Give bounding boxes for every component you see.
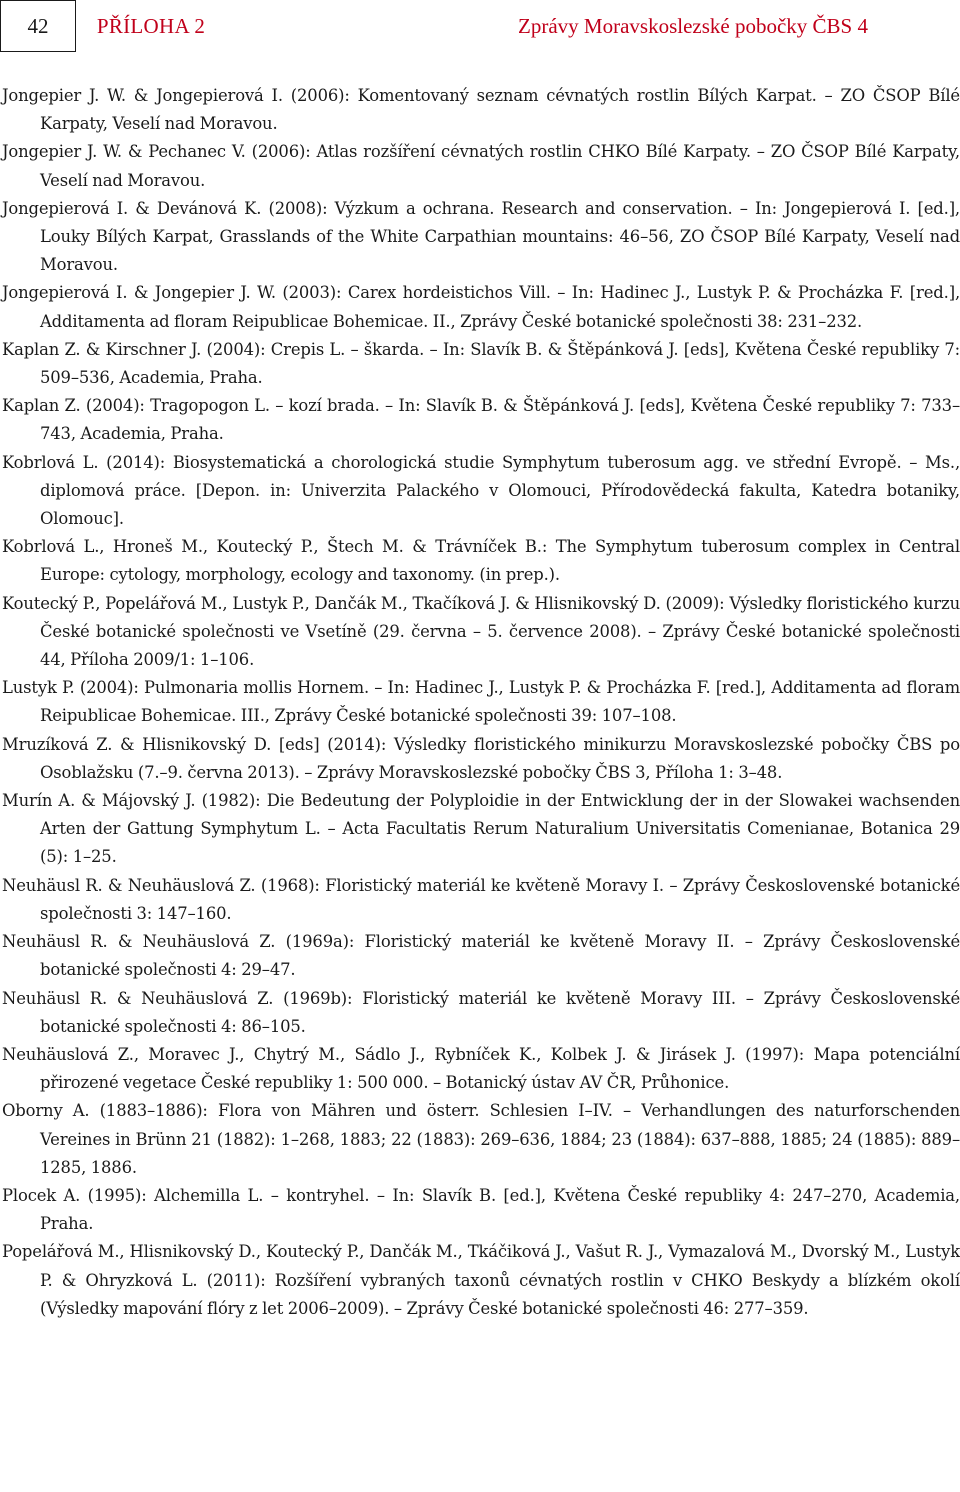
page-header — [0, 0, 960, 52]
reference-entry: Kaplan Z. (2004): Tragopogon L. – kozí brada. – In: Slavík B. & Štěpánková J. [eds], Květena České republiky 7: 733–743, Academia, Praha. — [2, 396, 960, 444]
annex-label: PŘÍLOHA 2 — [96, 13, 206, 38]
reference-entry: Neuhäuslová Z., Moravec J., Chytrý M., Sádlo J., Rybníček K., Kolbek J. & Jirásek J. (1997): Mapa potenciální přirozené vegetace České republiky 1: 500 000. – Botanický ústav AV ČR, Průhonice. — [2, 1044, 960, 1093]
reference-entry: Murín A. & Májovský J. (1982): Die Bedeutung der Polyploidie in der Entwicklung der in der Slowakei wachsenden Arten der Gattung Symphytum L. – Acta Facultatis Rerum Naturalium Universitatis Comenianae, Botanica 29 (5): 1–25. — [2, 791, 960, 867]
reference-entry: Plocek A. (1995): Alchemilla L. – kontryhel. – In: Slavík B. [ed.], Květena České republiky 4: 247–270, Academia, Praha. — [2, 1185, 960, 1234]
reference-entry: Kobrlová L., Hroneš M., Koutecký P., Štech M. & Trávníček B.: The Symphytum tuberosum complex in Central Europe: cytology, morphology, ecology and taxonomy. (in prep.). — [2, 537, 960, 585]
reference-entry: Oborny A. (1883–1886): Flora von Mähren und österr. Schlesien I–IV. – Verhandlungen des naturforschenden Vereines in Brünn 21 (1882): 1–268, 1883; 22 (1883): 269–636, 1884; 23 (1884): 637–888, 1885; 24 (1885): 889–1285, 1886. — [2, 1101, 960, 1177]
reference-entry: Neuhäusl R. & Neuhäuslová Z. (1968): Floristický materiál ke květeně Moravy I. – Zprávy Československé botanické společnosti 3: 147–160. — [2, 875, 960, 923]
reference-entry: Neuhäusl R. & Neuhäuslová Z. (1969a): Floristický materiál ke květeně Moravy II. – Zprávy Československé botanické společnosti 4: 29–47. — [2, 932, 960, 980]
reference-entry: Jongepierová I. & Jongepier J. W. (2003): Carex hordeistichos Vill. – In: Hadinec J., Lustyk P. & Procházka F. [red.], Additamenta ad floram Reipublicae Bohemicae. II., Zprávy České botanické společnosti 38: 231–232. — [2, 283, 960, 331]
reference-entry: Jongepierová I. & Devánová K. (2008): Výzkum a ochrana. Research and conservation. – In: Jongepierová I. [ed.], Louky Bílých Karpat, Grasslands of the White Carpathian mountains: 46–56, ZO ČSOP Bílé Karpaty, Veselí nad Moravou. — [2, 198, 960, 275]
reference-entry: Popelářová M., Hlisnikovský D., Koutecký P., Dančák M., Tkáčiková J., Vašut R. J., Vymazalová M., Dvorský M., Lustyk P. & Ohryzková L. (2011): Rozšíření vybraných taxonů cévnatých rostlin v CHKO Beskydy a blízkém okolí (Výsledky mapování flóry z let 2006–2009). – Zprávy České botanické společnosti 46: 277–359. — [2, 1242, 960, 1318]
reference-list — [2, 82, 960, 1323]
reference-entry: Jongepier J. W. & Jongepierová I. (2006): Komentovaný seznam cévnatých rostlin Bílých Karpat. – ZO ČSOP Bílé Karpaty, Veselí nad Moravou. — [2, 86, 960, 134]
reference-entry: Neuhäusl R. & Neuhäuslová Z. (1969b): Floristický materiál ke květeně Moravy III. – Zprávy Československé botanické společnosti 4: 86–105. — [2, 988, 960, 1036]
reference-entry: Jongepier J. W. & Pechanec V. (2006): Atlas rozšíření cévnatých rostlin CHKO Bílé Karpaty. – ZO ČSOP Bílé Karpaty, Veselí nad Moravou. — [2, 142, 960, 190]
reference-entry: Kobrlová L. (2014): Biosystematická a chorologická studie Symphytum tuberosum agg. ve střední Evropě. – Ms., diplomová práce. [Depon. in: Univerzita Palackého v Olomouci, Přírodovědecká fakulta, Katedra botaniky, Olomouc]. — [2, 452, 960, 529]
reference-entry: Mruzíková Z. & Hlisnikovský D. [eds] (2014): Výsledky floristického minikurzu Moravskoslezské pobočky ČBS po Osoblažsku (7.–9. června 2013). – Zprávy Moravskoslezské pobočky ČBS 3, Příloha 1: 3–48. — [2, 734, 960, 782]
reference-entry: Kaplan Z. & Kirschner J. (2004): Crepis L. – škarda. – In: Slavík B. & Štěpánková J. [eds], Květena České republiky 7: 509–536, Academia, Praha. — [2, 339, 960, 388]
reference-entry: Koutecký P., Popelářová M., Lustyk P., Dančák M., Tkačíková J. & Hlisnikovský D. (2009): Výsledky floristického kurzu České botanické společnosti ve Vsetíně (29. června – 5. července 2008). – Zprávy České botanické společnosti 44, Příloha 2009/1: 1–106. — [2, 593, 960, 670]
page-number: 42 — [0, 0, 76, 52]
reference-entry: Lustyk P. (2004): Pulmonaria mollis Hornem. – In: Hadinec J., Lustyk P. & Procházka F. [red.], Additamenta ad floram Reipublicae Bohemicae. III., Zprávy České botanické společnosti 39: 107–108. — [2, 678, 960, 726]
journal-title: Zprávy Moravskoslezské pobočky ČBS 4 — [518, 13, 868, 38]
